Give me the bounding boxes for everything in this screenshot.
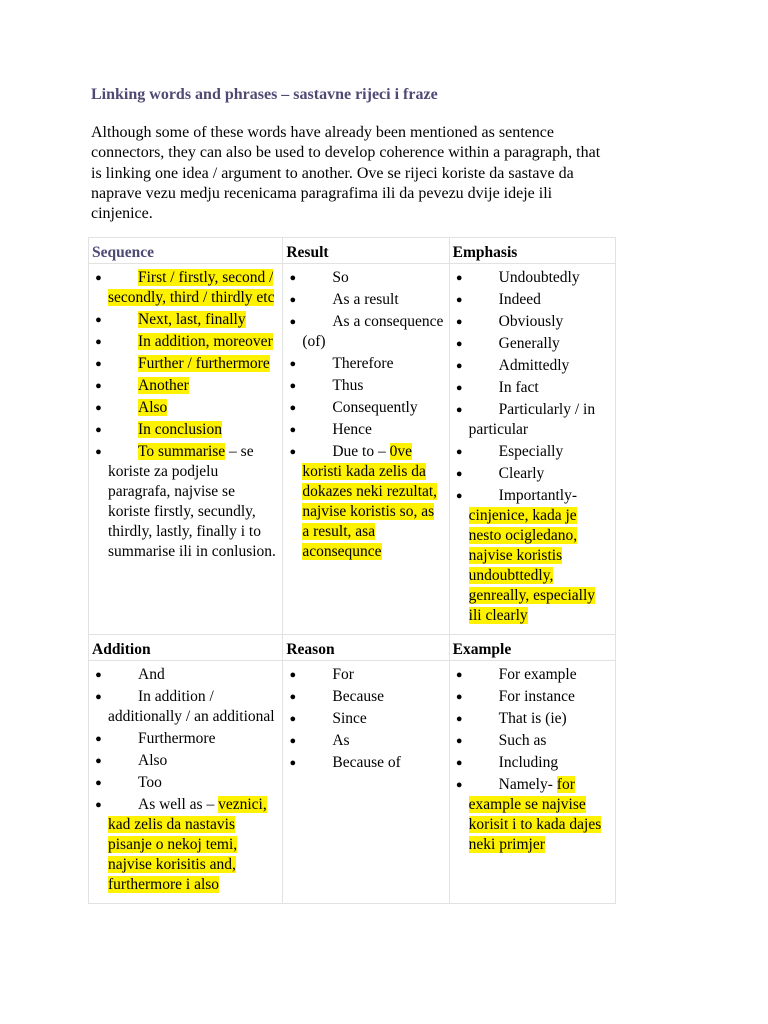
item-note: veznici, kad zelis da nastavis pisanje o nekoj temi, najvise korisitis and, furthermore i also: [108, 796, 267, 893]
header-cell: [283, 238, 449, 264]
list-item: [450, 731, 611, 751]
bullet-icon: ●: [289, 691, 297, 703]
header-cell: [449, 635, 615, 661]
bullet-icon: ●: [289, 358, 297, 370]
bullet-icon: ●: [455, 713, 463, 725]
list-item: [89, 687, 278, 727]
list-item: [283, 268, 444, 288]
list-item: [450, 400, 611, 440]
list-item: [283, 398, 444, 418]
intro-paragraph: [91, 123, 691, 224]
bullet-icon: ●: [289, 294, 297, 306]
item-text: Generally: [498, 335, 560, 352]
list-item: [450, 687, 611, 707]
intro-line: Although some of these words have already been mentioned as sentence: [91, 124, 554, 141]
list-item: [450, 312, 611, 332]
bullet-icon: ●: [95, 272, 102, 284]
item-text: Also: [138, 752, 168, 769]
bullet-icon: ●: [95, 358, 102, 370]
item-text: As well as –: [138, 796, 219, 813]
result-list: [283, 264, 448, 570]
bullet-icon: ●: [95, 314, 102, 326]
item-text: Thus: [332, 377, 364, 394]
list-item: [450, 709, 611, 729]
header-cell: [89, 238, 283, 264]
item-text: Since: [332, 710, 367, 727]
item-text: Also: [138, 399, 168, 416]
list-item: [283, 687, 444, 707]
bullet-icon: ●: [289, 424, 297, 436]
list-item: [450, 486, 611, 626]
bullet-icon: ●: [289, 446, 297, 458]
bullet-icon: ●: [289, 669, 297, 681]
list-item: [283, 354, 444, 374]
item-text: Admittedly: [498, 357, 570, 374]
item-text: Another: [138, 377, 189, 394]
list-item: [283, 290, 444, 310]
item-text: In addition / additionally / an additional: [108, 688, 275, 725]
bullet-icon: ●: [289, 713, 297, 725]
item-text: Especially: [498, 443, 564, 460]
header-cell: [89, 635, 283, 661]
list-item: [89, 310, 278, 330]
bullet-icon: ●: [455, 360, 463, 372]
list-item: [89, 376, 278, 396]
emphasis-list: [450, 264, 615, 634]
sequence-cell: [89, 264, 283, 635]
item-text: In fact: [498, 379, 539, 396]
intro-line: naprave vezu medju recenicama paragrafima ili da pevezu dvije ideje ili: [91, 184, 553, 202]
bullet-icon: ●: [289, 757, 297, 769]
bullet-icon: ●: [95, 799, 102, 811]
item-text: For instance: [498, 688, 575, 705]
bullet-icon: ●: [455, 272, 463, 284]
item-text: And: [138, 666, 165, 683]
list-item: [89, 773, 278, 793]
bullet-icon: ●: [95, 380, 102, 392]
item-text: Furthermore: [138, 730, 216, 747]
item-text: Therefore: [332, 355, 394, 372]
bullet-icon: ●: [289, 272, 297, 284]
item-text: Importantly-: [498, 487, 578, 504]
item-text: Including: [498, 754, 559, 771]
list-item: [89, 354, 278, 374]
list-item: [283, 731, 444, 751]
item-text: Hence: [332, 421, 372, 438]
list-item: [450, 334, 611, 354]
intro-line: connectors, they can also be used to develop coherence within a paragraph, that: [91, 144, 601, 162]
list-item: [89, 665, 278, 685]
list-item: [450, 753, 611, 773]
list-item: [450, 290, 611, 310]
list-item: [89, 268, 278, 308]
list-item: [450, 442, 611, 462]
bullet-icon: ●: [455, 446, 463, 458]
header-addition: Addition: [92, 641, 151, 658]
bullet-icon: ●: [95, 424, 102, 436]
item-text: First / firstly, second / secondly, third / thirdly etc: [108, 269, 275, 306]
list-item: [89, 729, 278, 749]
item-text: Such as: [498, 732, 547, 749]
bullet-icon: ●: [95, 402, 102, 414]
list-item: [283, 420, 444, 440]
item-text: Too: [138, 774, 162, 791]
item-text: Because of: [332, 754, 401, 771]
item-text: To summarise: [138, 443, 226, 460]
bullet-icon: ●: [95, 755, 102, 767]
list-item: [283, 665, 444, 685]
list-item: [89, 442, 278, 562]
list-item: [89, 751, 278, 771]
bullet-icon: ●: [95, 446, 102, 458]
item-text: Further / furthermore: [138, 355, 270, 372]
item-text: Particularly / in particular: [468, 401, 596, 438]
bullet-icon: ●: [289, 380, 297, 392]
bullet-icon: ●: [455, 757, 463, 769]
bullet-icon: ●: [455, 669, 463, 681]
header-reason: Reason: [286, 641, 335, 658]
intro-line: cinjenice.: [91, 205, 153, 223]
item-text: As: [332, 732, 350, 749]
list-item: [283, 376, 444, 396]
list-item: [283, 753, 444, 773]
item-text: Obviously: [498, 313, 564, 330]
bullet-icon: ●: [95, 691, 102, 703]
item-text: In addition, moreover: [138, 333, 273, 350]
addition-list: [89, 661, 282, 903]
list-item: [89, 332, 278, 352]
item-text: Next, last, finally: [138, 311, 246, 328]
item-text: For: [332, 666, 354, 683]
list-item: [283, 312, 444, 352]
item-text: Due to –: [332, 443, 390, 460]
list-item: [450, 356, 611, 376]
header-emphasis: Emphasis: [452, 244, 518, 261]
list-item: [89, 420, 278, 440]
linking-words-table: [88, 237, 616, 904]
bullet-icon: ●: [455, 294, 463, 306]
bullet-icon: ●: [455, 490, 463, 502]
list-item: [283, 709, 444, 729]
example-list: [450, 661, 615, 863]
header-result: Result: [286, 244, 329, 261]
list-item: [89, 398, 278, 418]
bullet-icon: ●: [455, 779, 463, 791]
addition-cell: [89, 661, 283, 904]
list-item: [450, 464, 611, 484]
bullet-icon: ●: [289, 735, 297, 747]
bullet-icon: ●: [289, 316, 297, 328]
item-note: cinjenice, kada je nesto ocigledano, najvise koristis undoubttedly, genreally, especially ili clearly: [468, 507, 596, 624]
list-item: [450, 775, 611, 855]
reason-cell: [283, 661, 449, 904]
page-title: Linking words and phrases – sastavne rijeci i fraze: [91, 86, 438, 103]
item-text: For example: [498, 666, 577, 683]
bullet-icon: ●: [455, 382, 463, 394]
item-text: In conclusion: [138, 421, 222, 438]
item-note: – se koriste za podjelu paragrafa, najvise se koriste firstly, secundly, thirdly, lastly, finally i to summarise ili in conlusion.: [108, 443, 276, 560]
intro-line: is linking one idea / argument to another. Ove se rijeci koriste da sastave da: [91, 164, 574, 182]
reason-list: [283, 661, 448, 781]
list-item: [450, 268, 611, 288]
item-text: So: [332, 269, 349, 286]
bullet-icon: ●: [95, 669, 102, 681]
item-text: Namely-: [498, 776, 557, 793]
example-cell: [449, 661, 615, 904]
header-row: [89, 635, 616, 661]
list-row: [89, 264, 616, 635]
header-sequence: Sequence: [92, 244, 154, 261]
header-cell: [283, 635, 449, 661]
bullet-icon: ●: [455, 404, 463, 416]
item-text: As a consequence (of): [302, 313, 444, 350]
list-item: [89, 795, 278, 895]
item-text: Clearly: [498, 465, 545, 482]
item-text: Undoubtedly: [498, 269, 580, 286]
item-note: 0ve koristi kada zelis da dokazes neki rezultat, najvise koristis so, as a result, asa aconsequnce: [302, 443, 438, 560]
item-text: As a result: [332, 291, 399, 308]
sequence-list: [89, 264, 282, 570]
list-row: [89, 661, 616, 904]
bullet-icon: ●: [455, 735, 463, 747]
item-text: That is (ie): [498, 710, 567, 727]
item-text: Because: [332, 688, 384, 705]
header-example: Example: [452, 641, 512, 658]
bullet-icon: ●: [455, 691, 463, 703]
list-item: [450, 378, 611, 398]
bullet-icon: ●: [455, 338, 463, 350]
header-cell: [449, 238, 615, 264]
bullet-icon: ●: [455, 468, 463, 480]
item-text: Consequently: [332, 399, 418, 416]
bullet-icon: ●: [95, 777, 102, 789]
bullet-icon: ●: [95, 733, 102, 745]
bullet-icon: ●: [95, 336, 102, 348]
item-text: Indeed: [498, 291, 541, 308]
list-item: [450, 665, 611, 685]
list-item: [283, 442, 444, 562]
bullet-icon: ●: [289, 402, 297, 414]
emphasis-cell: [449, 264, 615, 635]
bullet-icon: ●: [455, 316, 463, 328]
item-note: for example se najvise korisit i to kada dajes neki primjer: [468, 776, 602, 853]
result-cell: [283, 264, 449, 635]
header-row: [89, 238, 616, 264]
